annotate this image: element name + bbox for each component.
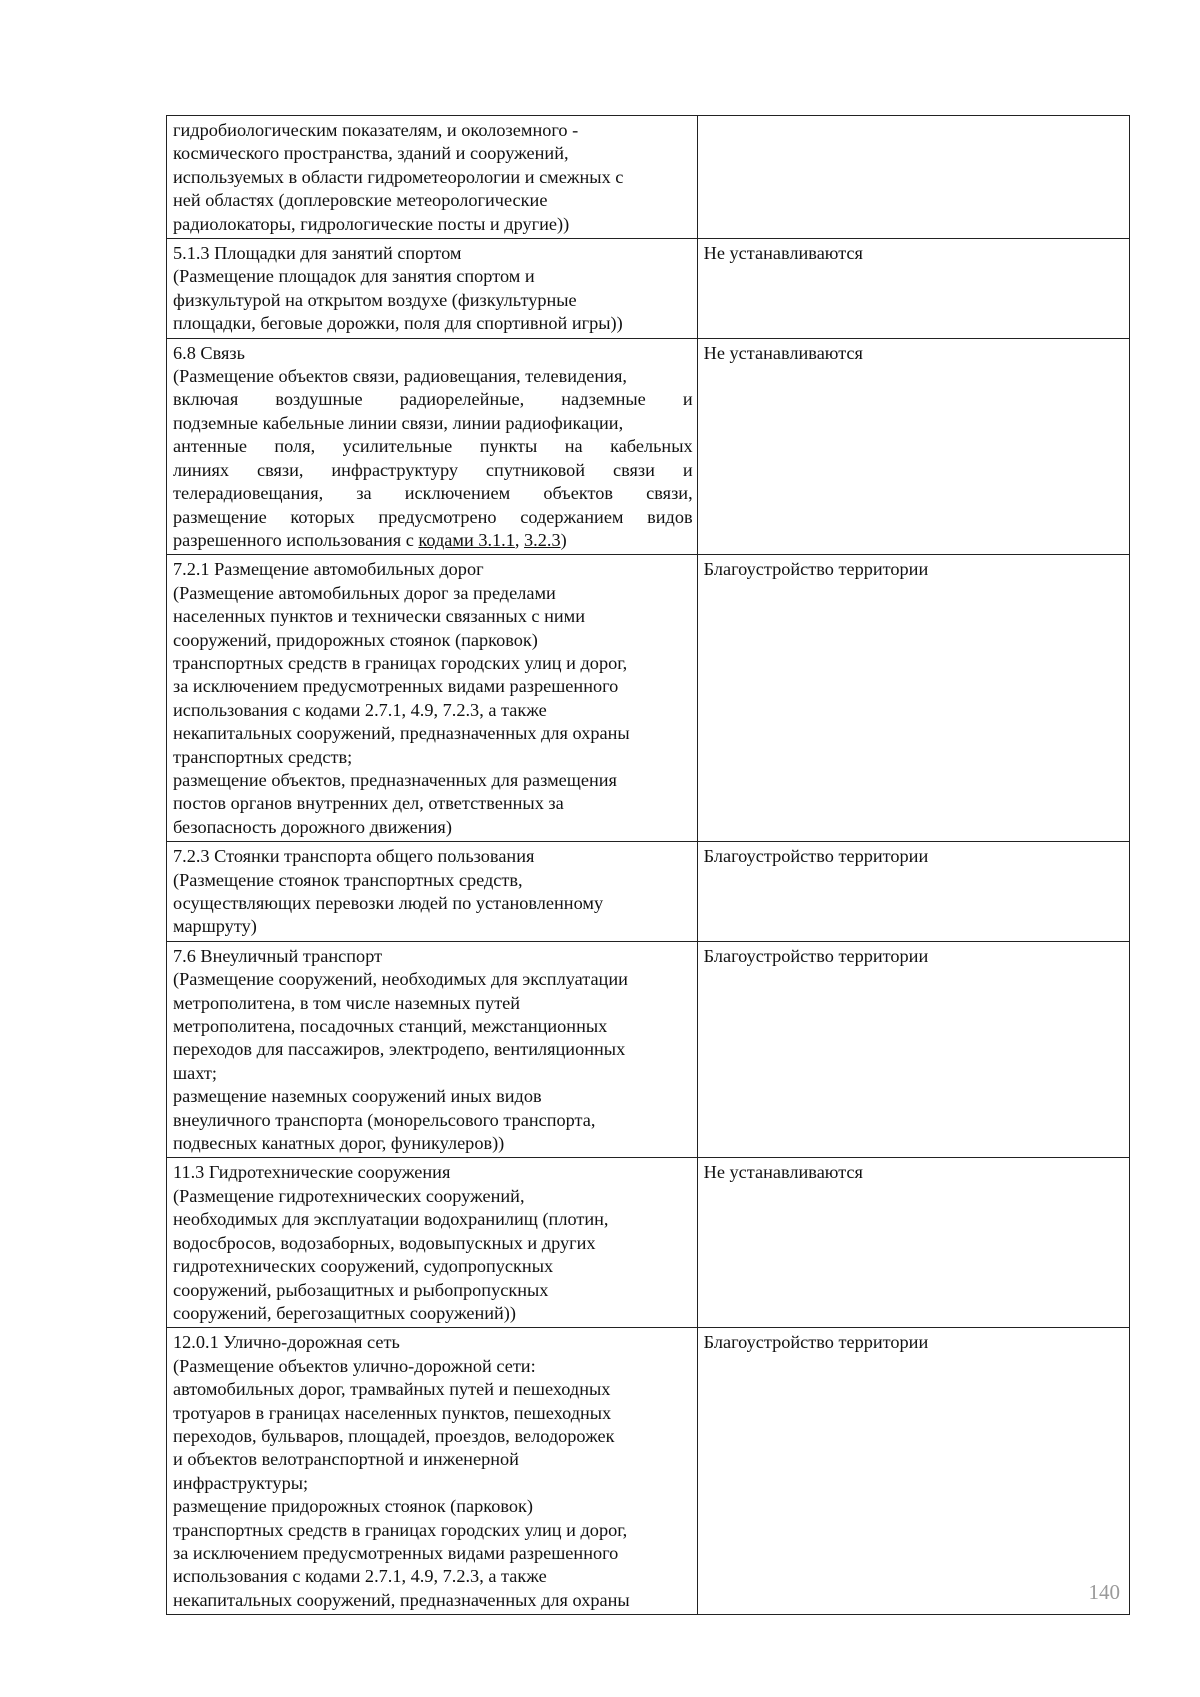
description-line — [173, 869, 693, 892]
line-text: населенных пунктов и технически связанных с ними — [173, 606, 586, 627]
link-separator: , — [514, 529, 525, 550]
line-tail: ) — [560, 529, 567, 550]
description-line — [173, 629, 693, 652]
line-text: некапитальных сооружений, предназначенных для охраны — [173, 723, 630, 744]
restriction-text: Не устанавливаются — [703, 243, 863, 264]
description-line — [173, 365, 693, 388]
description-line — [173, 1378, 693, 1401]
line-text: 11.3 Гидротехнические сооружения — [173, 1162, 451, 1183]
land-use-description-cell — [167, 555, 698, 842]
description-line — [173, 289, 693, 312]
line-text: разрешенного использования с — [173, 529, 419, 550]
description-line — [173, 1038, 693, 1061]
description-line — [173, 1062, 693, 1085]
line-text: космического пространства, зданий и сооружений, — [173, 143, 569, 164]
description-line — [173, 1255, 693, 1278]
code-link[interactable]: кодами 3.1.1 — [418, 529, 515, 550]
line-text: (Размещение автомобильных дорог за пределами — [173, 582, 556, 603]
line-text: размещение наземных сооружений иных видов — [173, 1086, 542, 1107]
line-text: телерадиовещания, за исключением объектов связи, — [173, 483, 693, 504]
line-text: безопасность дорожного движения) — [173, 816, 452, 837]
table-row — [167, 239, 1130, 339]
restriction-text: Благоустройство территории — [703, 945, 929, 966]
restriction-cell — [697, 116, 1129, 239]
line-text: метрополитена, посадочных станций, межстанционных — [173, 1016, 608, 1037]
description-line — [173, 845, 693, 868]
line-text: переходов, бульваров, площадей, проездов, велодорожек — [173, 1425, 615, 1446]
line-text: за исключением предусмотренных видами разрешенного — [173, 1542, 619, 1563]
description-line — [173, 699, 693, 722]
description-line — [173, 792, 693, 815]
description-line — [173, 388, 693, 411]
restriction-cell — [697, 338, 1129, 555]
description-line — [173, 1132, 693, 1155]
line-text: подземные кабельные линии связи, линии радиофикации, — [173, 412, 624, 433]
restriction-cell — [697, 239, 1129, 339]
description-line — [173, 945, 693, 968]
description-line — [173, 1472, 693, 1495]
description-line — [173, 1085, 693, 1108]
line-text: маршруту) — [173, 916, 257, 937]
description-line — [173, 1542, 693, 1565]
line-text: радиолокаторы, гидрологические посты и другие)) — [173, 213, 570, 234]
description-line — [173, 746, 693, 769]
line-text: гидробиологическим показателям, и околоземного - — [173, 120, 579, 140]
land-use-description-cell — [167, 842, 698, 942]
description-line — [173, 558, 693, 581]
line-text: транспортных средств; — [173, 746, 353, 767]
description-line — [173, 1355, 693, 1378]
line-text: (Размещение гидротехнических сооружений, — [173, 1185, 525, 1206]
table-body — [167, 116, 1130, 1615]
description-line — [173, 529, 693, 552]
description-line — [173, 166, 693, 189]
description-line — [173, 1402, 693, 1425]
line-text: (Размещение площадок для занятия спортом и — [173, 266, 535, 287]
land-use-description-cell — [167, 1158, 698, 1328]
page-number: 140 — [1088, 1580, 1120, 1604]
land-use-description-cell — [167, 1328, 698, 1615]
restriction-text: Благоустройство территории — [703, 559, 929, 580]
restriction-cell — [697, 555, 1129, 842]
line-text: 7.6 Внеуличный транспорт — [173, 945, 383, 966]
description-line — [173, 722, 693, 745]
line-text: сооружений, берегозащитных сооружений)) — [173, 1302, 516, 1323]
description-line — [173, 1331, 693, 1354]
description-line — [173, 1279, 693, 1302]
description-line — [173, 213, 693, 236]
line-text: сооружений, придорожных стоянок (парковок) — [173, 629, 538, 650]
description-line — [173, 459, 693, 482]
line-text: физкультурой на открытом воздухе (физкультурные — [173, 289, 577, 310]
land-use-table — [166, 115, 1130, 1615]
description-line — [173, 1589, 693, 1612]
description-line — [173, 1232, 693, 1255]
line-text: использования с кодами 2.7.1, 4.9, 7.2.3, а также — [173, 699, 547, 720]
description-line — [173, 1302, 693, 1325]
line-text: площадки, беговые дорожки, поля для спортивной игры)) — [173, 313, 623, 334]
line-text: (Размещение объектов связи, радиовещания, телевидения, — [173, 366, 627, 387]
line-text: и объектов велотранспортной и инженерной — [173, 1449, 519, 1470]
restriction-cell — [697, 1328, 1129, 1615]
line-text: шахт; — [173, 1062, 217, 1083]
restriction-cell — [697, 842, 1129, 942]
land-use-description-cell — [167, 338, 698, 555]
line-text: переходов для пассажиров, электродепо, вентиляционных — [173, 1039, 626, 1060]
line-text: автомобильных дорог, трамвайных путей и пешеходных — [173, 1379, 611, 1400]
line-text: используемых в области гидрометеорологии и смежных с — [173, 166, 624, 187]
table-row — [167, 1328, 1130, 1615]
restriction-text: Не устанавливаются — [703, 342, 863, 363]
description-line — [173, 892, 693, 915]
description-line — [173, 675, 693, 698]
line-text: инфраструктуры; — [173, 1472, 309, 1493]
line-text: тротуаров в границах населенных пунктов, пешеходных — [173, 1402, 612, 1423]
description-line — [173, 968, 693, 991]
description-line — [173, 1161, 693, 1184]
table-row — [167, 941, 1130, 1158]
line-text: метрополитена, в том числе наземных путей — [173, 992, 521, 1013]
description-line — [173, 652, 693, 675]
description-line — [173, 1565, 693, 1588]
line-text: ней областях (доплеровские метеорологические — [173, 190, 548, 211]
description-line — [173, 142, 693, 165]
line-text: размещение объектов, предназначенных для размещения — [173, 769, 617, 790]
line-text: (Размещение объектов улично-дорожной сети: — [173, 1355, 536, 1376]
line-text: 7.2.3 Стоянки транспорта общего пользования — [173, 846, 535, 867]
description-line — [173, 992, 693, 1015]
line-text: (Размещение сооружений, необходимых для эксплуатации — [173, 969, 628, 990]
line-text: антенные поля, усилительные пункты на кабельных — [173, 436, 693, 457]
land-use-description-cell — [167, 239, 698, 339]
description-line — [173, 506, 693, 529]
line-text: размещение которых предусмотрено содержанием видов — [173, 506, 693, 527]
description-line — [173, 1495, 693, 1518]
description-line — [173, 482, 693, 505]
description-line — [173, 1185, 693, 1208]
line-text: некапитальных сооружений, предназначенных для охраны — [173, 1589, 630, 1610]
description-line — [173, 189, 693, 212]
line-text: использования с кодами 2.7.1, 4.9, 7.2.3, а также — [173, 1566, 547, 1587]
description-line — [173, 412, 693, 435]
line-text: 6.8 Связь — [173, 342, 245, 363]
description-line — [173, 582, 693, 605]
line-text: за исключением предусмотренных видами разрешенного — [173, 676, 619, 697]
description-line — [173, 1208, 693, 1231]
land-use-description-cell — [167, 116, 698, 239]
description-line — [173, 816, 693, 839]
line-text: 12.0.1 Улично-дорожная сеть — [173, 1332, 400, 1353]
line-text: 7.2.1 Размещение автомобильных дорог — [173, 559, 484, 580]
description-line — [173, 769, 693, 792]
description-line — [173, 1425, 693, 1448]
table-row — [167, 1158, 1130, 1328]
table-row — [167, 842, 1130, 942]
description-line — [173, 1519, 693, 1542]
description-line — [173, 312, 693, 335]
restriction-text: Благоустройство территории — [703, 846, 929, 867]
line-text: (Размещение стоянок транспортных средств, — [173, 869, 523, 890]
line-text: сооружений, рыбозащитных и рыбопропускных — [173, 1279, 549, 1300]
restriction-cell — [697, 941, 1129, 1158]
description-line — [173, 915, 693, 938]
line-text: внеуличного транспорта (монорельсового транспорта, — [173, 1109, 596, 1130]
line-text: гидротехнических сооружений, судопропускных — [173, 1256, 554, 1277]
description-line — [173, 119, 693, 142]
description-line — [173, 342, 693, 365]
line-text: 5.1.3 Площадки для занятий спортом — [173, 243, 462, 264]
restriction-cell — [697, 1158, 1129, 1328]
line-text: включая воздушные радиорелейные, надземные и — [173, 389, 693, 410]
line-text: водосбросов, водозаборных, водовыпускных и других — [173, 1232, 596, 1253]
description-line — [173, 1448, 693, 1471]
line-text: транспортных средств в границах городских улиц и дорог, — [173, 652, 628, 673]
line-text: линиях связи, инфраструктуру спутниковой связи и — [173, 459, 693, 480]
restriction-text: Не устанавливаются — [703, 1162, 863, 1183]
table-row — [167, 116, 1130, 239]
code-link[interactable]: 3.2.3 — [524, 529, 561, 550]
land-use-description-cell — [167, 941, 698, 1158]
description-line — [173, 435, 693, 458]
description-line — [173, 242, 693, 265]
description-line — [173, 1015, 693, 1038]
table-row — [167, 338, 1130, 555]
restriction-text: Благоустройство территории — [703, 1332, 929, 1353]
line-text: размещение придорожных стоянок (парковок) — [173, 1496, 534, 1517]
line-text: транспортных средств в границах городских улиц и дорог, — [173, 1519, 628, 1540]
line-text: осуществляющих перевозки людей по установленному — [173, 893, 604, 913]
line-text: необходимых для эксплуатации водохранилищ (плотин, — [173, 1209, 609, 1230]
description-line — [173, 265, 693, 288]
table-row — [167, 555, 1130, 842]
description-line — [173, 1109, 693, 1132]
line-text: подвесных канатных дорог, фуникулеров)) — [173, 1133, 505, 1154]
description-line — [173, 605, 693, 628]
line-text: постов органов внутренних дел, ответственных за — [173, 793, 564, 814]
